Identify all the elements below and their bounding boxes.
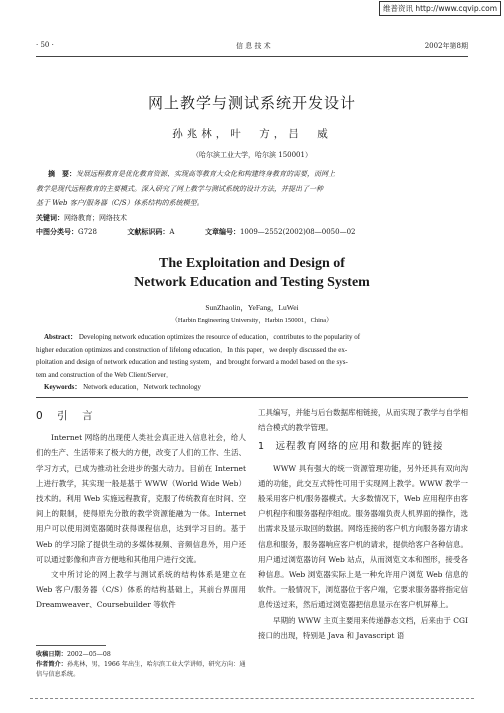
journal-name: 信 息 技 术 [236, 42, 271, 50]
classification-line [36, 225, 468, 240]
article-no-value: 1009—2552(2002)08—0050—02 [239, 228, 356, 236]
paragraph: WWW 具有强大的统一资源管理功能，另外还具有双向沟通的功能，此交互式特性可用于实现网上教学。WWW 教学一般采用客户机/服务器模式。大多数情况下，Web 应用程序由客户机程序和服务器程序组成。服务器端负责人机界面的操作，选出需求及显示取回的数据。网络连接的客户机方向服务器方请求信息和服务，服务器响应客户机的请求，提供给客户各种信息。用户通过浏览器访问 Web 站点，从而浏览文本和图形，接受各种信息。Web 浏览器实际上是一种允许用户浏览 Web 信息的软件。一般情况下，浏览器位于客户端，它要求服务器将指定信息传送过来，然后通过浏览器把信息显示在客户机屏幕上。 [258, 463, 468, 610]
received-date [36, 650, 246, 660]
abstract-cn-label: 摘 要： [48, 170, 76, 178]
abstract-cn [36, 167, 468, 240]
left-column [36, 405, 246, 613]
abstract-en-line: higher education optimizes and construction of lifelong education．In this paper，we deeply discussed the ex- [36, 345, 348, 354]
paragraph: 早期的 WWW 主页主要用来传递静态文档，后来由于 CGI 接口的出现，特别是 Java 和 Javascript 语 [258, 615, 468, 640]
doc-code-label: 文献标识码： [127, 228, 170, 236]
title-en-line: Network Education and Testing System [134, 275, 370, 290]
keywords-cn-value: 网络教育；网络技术 [64, 213, 127, 222]
abstract-en-line: tem and construction of the Web Client/Server． [36, 370, 173, 379]
abstract-rule [36, 397, 468, 398]
section-heading-intro: 0 引 言 [36, 410, 95, 422]
running-header [36, 41, 468, 53]
affiliation-en: （Harbin Engineering University，Harbin 150001，China） [171, 317, 333, 324]
paragraph: 文中所讨论的网上教学与测试系统的结构体系是建立在 Web 客户/服务器（C/S）体系的结构基础上，其前台界面用 Dreamweaver、Coursebuilder 等软件 [36, 570, 246, 610]
abstract-en-line: ploitation and design of network education and testing system，and brought forward a model based on the sys- [36, 358, 348, 366]
paragraph: Internet 网络的出现使人类社会真正进入信息社会，给人们的生产、生活带来了极大的方便，改变了人们的工作、生活、学习方式，已成为推动社会进步的强大动力。目前在 Internet 上进行教学，其实现一般是基于 WWW（World Wide Web）技术的。利用 Web 实施远程教育，克服了传统教育在时间、空间上的限制，使得原先分散的教学资源能融为一体。Internet 用户可以使用浏览器随时获得课程信息，达到学习目的。基于 Web 的学习除了提供生动的多媒体视频、音频信息外，用户还可以通过影像和声音方便地和其他用户进行交流。 [36, 433, 246, 564]
abstract-cn-line: 基于 Web 客户/服务器（C/S）体系结构的系统模型。 [36, 199, 204, 207]
authors-en: SunZhaolin，YeFang，LuWei [205, 303, 299, 312]
title-en-line: The Exploitation and Design of [159, 256, 345, 271]
keywords-en [36, 381, 468, 394]
keywords-cn-label: 关键词： [36, 213, 64, 222]
title-cn: 网上教学与测试系统开发设计 [147, 94, 356, 112]
bottom-dashed-rule [30, 698, 474, 699]
header-rule [36, 56, 468, 57]
article-no-label: 文章编号： [204, 228, 240, 236]
clc-value: G728 [78, 228, 97, 236]
authors-cn: 孙兆林，叶 方，吕 威 [172, 128, 332, 140]
received-value: 2002—05—08 [66, 651, 111, 658]
footnote-rule [36, 645, 106, 646]
abstract-cn-line: 教学是现代远程教育的主要模式。深入研究了网上教学与测试系统的设计方法，并提出了一种 [36, 184, 323, 193]
abstract-en-label: Abstract： [44, 333, 78, 341]
issue-label: 2002年第8期 [424, 42, 468, 50]
title-en [0, 254, 504, 292]
section-heading-1: 1 远程教育网络的应用和数据库的链接 [258, 441, 444, 453]
bio-label: 作者简介： [36, 661, 67, 668]
bio-value: 孙兆林，男，1966 年出生，哈尔滨工业大学讲师，研究方向：通信与信息系统。 [36, 661, 246, 678]
paragraph: 工具编写，并能与后台数据库相链接，从而实现了教学与自学相结合模式的教学管理。 [258, 408, 468, 433]
author-bio [36, 660, 246, 680]
right-column [258, 405, 468, 643]
abstract-en [36, 331, 468, 394]
keywords-en-label: Keywords： [44, 383, 82, 391]
page-number: · 50 · [36, 41, 54, 49]
keywords-cn [36, 211, 468, 226]
keywords-en-value: Network education，Network technology [83, 383, 201, 391]
abstract-cn-line: 发展远程教育是优化教育资源、实现高等教育大众化和构建终身教育的需要，而网上 [76, 170, 335, 178]
abstract-en-line: Developing network education optimizes the resource of education，contributes to the popularity of [78, 333, 361, 341]
affiliation-cn: （哈尔滨工业大学，哈尔滨 150001） [192, 151, 312, 159]
clc-label: 中图分类号： [36, 228, 78, 236]
watermark: 维普资讯 http://www.cqvip.com [379, 1, 501, 16]
received-label: 收稿日期： [36, 651, 67, 658]
doc-code-value: A [169, 228, 175, 236]
footnote [36, 650, 246, 680]
